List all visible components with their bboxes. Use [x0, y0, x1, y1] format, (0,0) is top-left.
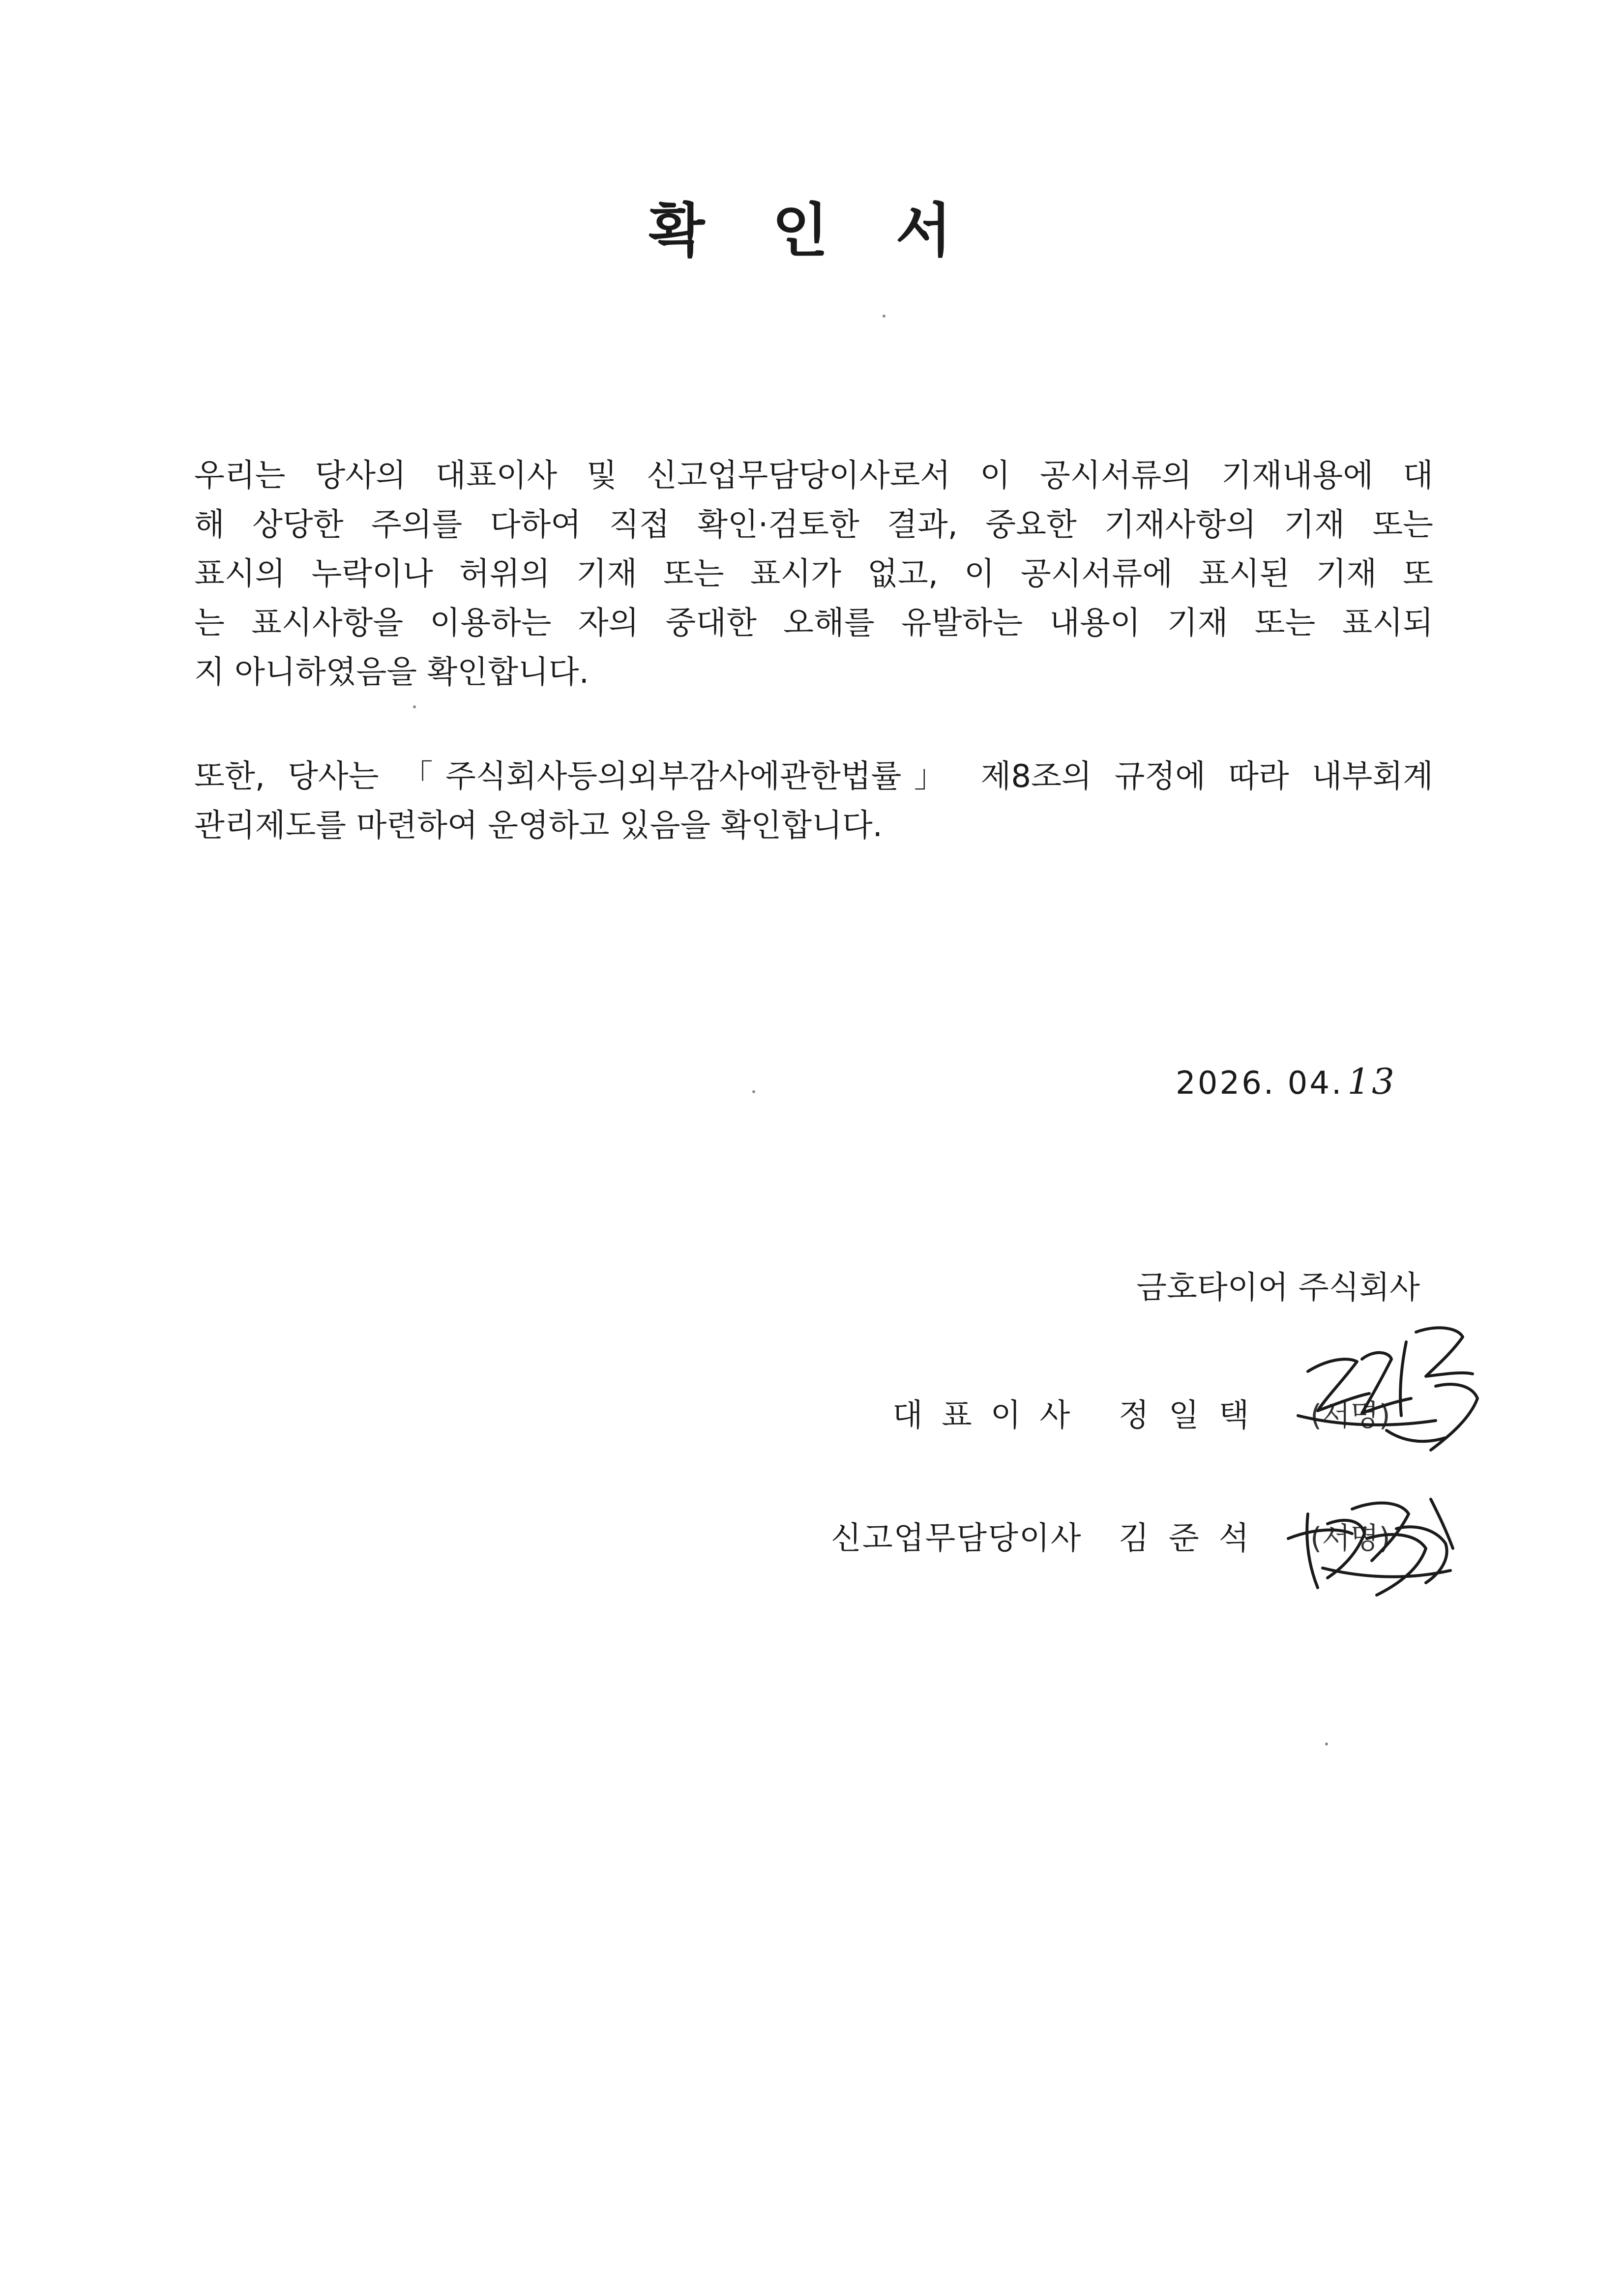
disclosure-officer-role-label: 신고업무담당이사 [831, 1520, 1082, 1557]
confirmation-paragraph [194, 451, 1433, 697]
disclosure-officer-sign-mark: (서명) [1310, 1521, 1390, 1556]
ceo-role-label: 대표이사 [892, 1397, 1089, 1434]
scan-speck [752, 1090, 755, 1093]
disclosure-officer-handwritten-signature [1278, 1480, 1465, 1607]
paragraph-line: 해 상당한 주의를 다하여 직접 확인·검토한 결과, 중요한 기재사항의 기재 또는 [194, 507, 1433, 543]
document-title: 확 인 서 [649, 197, 975, 264]
paragraph-line: 는 표시사항을 이용하는 자의 중대한 오해를 유발하는 내용이 기재 또는 표시되 [194, 605, 1433, 641]
ceo-handwritten-signature [1288, 1312, 1505, 1475]
scan-speck [413, 705, 416, 708]
scan-speck [883, 315, 886, 318]
paragraph-line: 관리제도를 마련하여 운영하고 있음을 확인합니다. [194, 808, 883, 844]
company-name: 금호타이어 주식회사 [1136, 1270, 1420, 1306]
paragraph-line: 우리는 당사의 대표이사 및 신고업무담당이사로서 이 공시서류의 기재내용에 대 [194, 458, 1433, 494]
paragraph-line: 또한, 당사는 「주식회사등의외부감사에관한법률」 제8조의 규정에 따라 내부회계 [194, 758, 1433, 795]
internal-control-paragraph [194, 752, 1433, 850]
scan-speck [1325, 1743, 1328, 1745]
ceo-sign-mark: (서명) [1310, 1398, 1390, 1433]
ceo-name: 정일택 [1119, 1397, 1269, 1434]
disclosure-officer-name: 김준석 [1119, 1520, 1269, 1557]
paragraph-line: 지 아니하였음을 확인합니다. [194, 654, 589, 691]
date-printed: 2026. 04. [1176, 1065, 1344, 1102]
document-date [1176, 1057, 1396, 1108]
paragraph-line: 표시의 누락이나 허위의 기재 또는 표시가 없고, 이 공시서류에 표시된 기재 또 [194, 556, 1433, 592]
date-handwritten-day: 13 [1347, 1061, 1396, 1102]
